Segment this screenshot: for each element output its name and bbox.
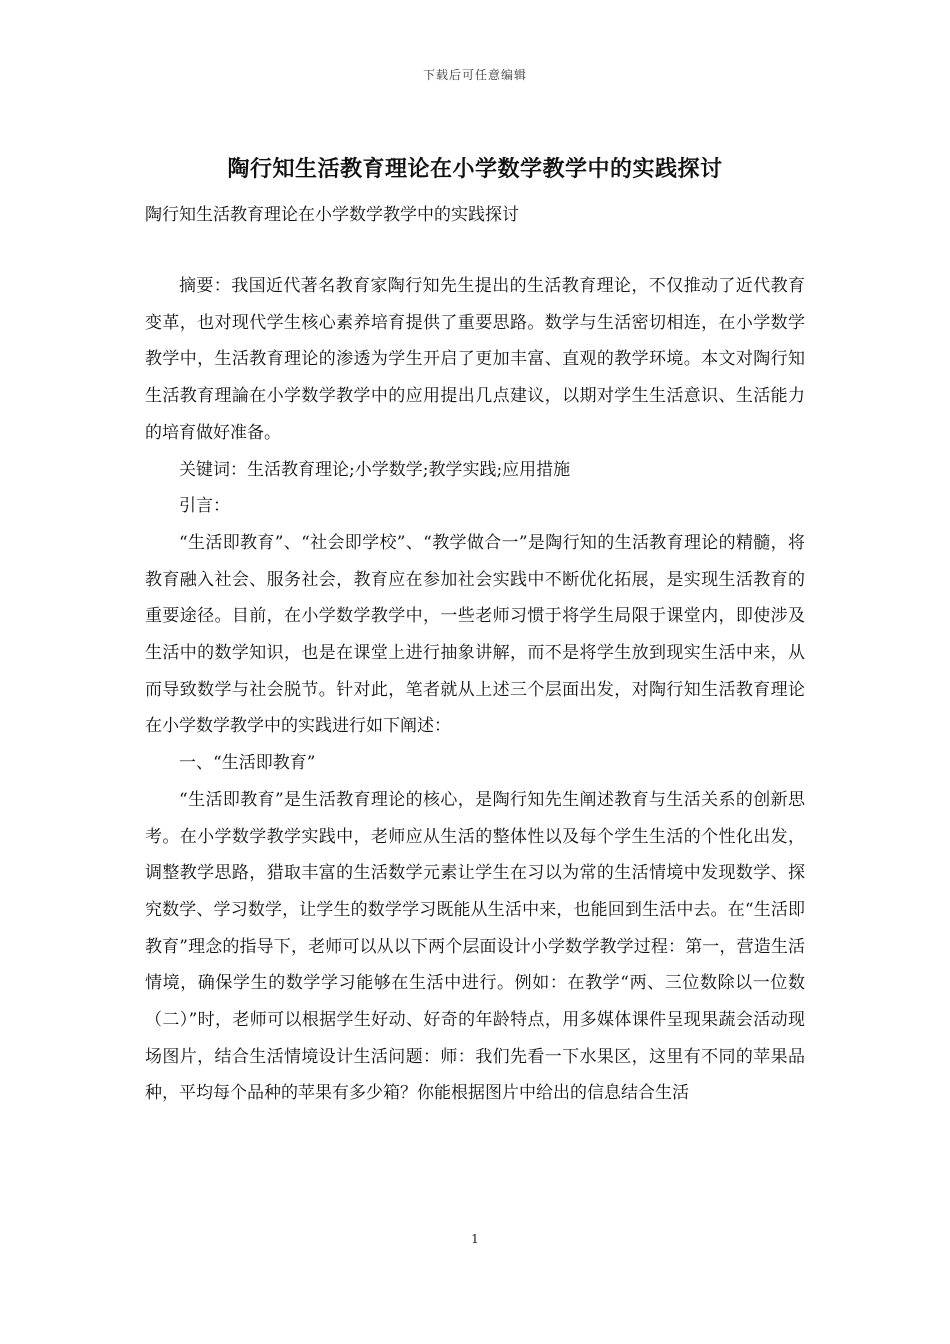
header-note: 下载后可任意编辑 — [422, 68, 527, 82]
document-subtitle: 陶行知生活教育理论在小学数学教学中的实践探讨 — [145, 205, 519, 225]
keywords-line: 关键词：生活教育理论;小学数学;教学实践;应用措施 — [179, 459, 571, 480]
section-heading: 一、“生活即教育” — [179, 753, 316, 774]
document-title: 陶行知生活教育理论在小学数学教学中的实践探讨 — [227, 156, 723, 182]
page-number: 1 — [471, 1232, 479, 1246]
section-paragraph: “生活即教育”是生活教育理论的核心，是陶行知先生阐述教育与生活关系的创新思考。在小学数学教学实践中，老师应从生活的整体性以及每个学生生活的个性化出发，调整教学思路，猎取丰富的生活数学元素让学生在习以为常的生活情境中发现数学、探究数学、学习数学，让学生的数学学习既能从生活中来，也能回到生活中去。在“生活即教育”理念的指导下，老师可以从以下两个层面设计小学数学教学过程：第一，营造生活情境，确保学生的数学学习能够在生活中进行。例如：在教学“两、三位数除以一位数（二）”时，老师可以根据学生好动、好奇的年龄特点，用多媒体课件呈现果蔬会活动现场图片，结合生活情境设计生活问题：师：我们先看一下水果区，这里有不同的苹果品种，平均每个品种的苹果有多少箱？你能根据图片中给出的信息结合生活 — [145, 789, 805, 1104]
intro-heading: 引言： — [179, 496, 230, 517]
intro-paragraph: “生活即教育”、“社会即学校”、“教学做合一”是陶行知的生活教育理论的精髓，将教育融入社会、服务社会，教育应在参加社会实践中不断优化拓展，是实现生活教育的重要途径。目前，在小学数学教学中，一些老师习惯于将学生局限于课堂内，即使涉及生活中的数学知识，也是在课堂上进行抽象讲解，而不是将学生放到现实生活中来，从而导致数学与社会脱节。针对此，笔者就从上述三个层面出发，对陶行知生活教育理论在小学数学教学中的实践进行如下阐述： — [145, 532, 805, 737]
document-body — [145, 268, 805, 1112]
abstract-paragraph: 摘要：我国近代著名教育家陶行知先生提出的生活教育理论，不仅推动了近代教育变革，也对现代学生核心素养培育提供了重要思路。数学与生活密切相连，在小学数学教学中，生活教育理论的渗透为学生开启了更加丰富、直观的教学环境。本文对陶行知生活教育理論在小学数学教学中的应用提出几点建议，以期对学生生活意识、生活能力的培育做好准备。 — [145, 276, 805, 443]
